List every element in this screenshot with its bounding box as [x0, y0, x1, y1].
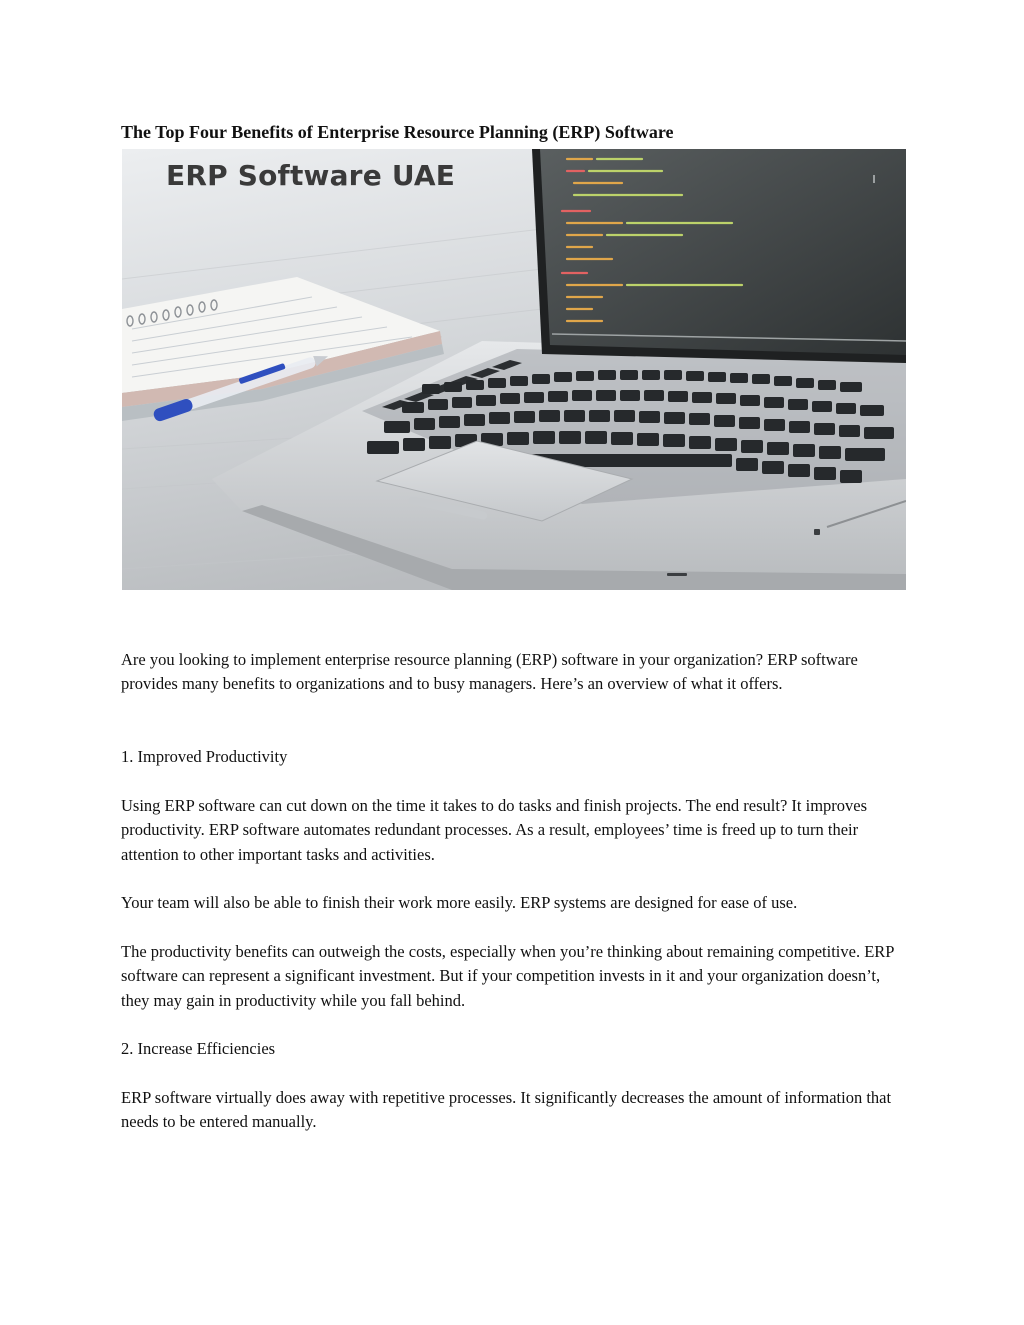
- section-heading-productivity: 1. Improved Productivity: [121, 747, 288, 766]
- section-heading-efficiencies: 2. Increase Efficiencies: [121, 1039, 276, 1058]
- paragraph-productivity-3: The productivity benefits can outweigh the costs, especially when you’re thinking about remaining competitive. ERP software can represent a significant investment. But if your competition invests in it and your organization doesn’t, they may gain in productivity while you fall behind.: [121, 942, 894, 1010]
- laptop-notebook-photo-icon: [122, 149, 906, 590]
- paragraph-efficiencies-1: ERP software virtually does away with repetitive processes. It significantly decreases the amount of information that needs to be entered manually.: [121, 1088, 892, 1132]
- paragraph-productivity-2: Your team will also be able to finish their work more easily. ERP systems are designed for ease of use.: [121, 893, 798, 912]
- document-title: The Top Four Benefits of Enterprise Resource Planning (ERP) Software: [121, 122, 674, 142]
- hero-image: [122, 149, 906, 590]
- intro-paragraph: Are you looking to implement enterprise resource planning (ERP) software in your organization? ERP software provides many benefits to organizations and to busy managers. Here’s an overview of what it offers.: [121, 650, 858, 694]
- paragraph-productivity-1: Using ERP software can cut down on the time it takes to do tasks and finish projects. The end result? It improves productivity. ERP software automates redundant processes. As a result, employees’ time is freed up to turn their attention to other important tasks and activities.: [121, 796, 868, 864]
- hero-caption: ERP Software UAE: [166, 159, 456, 192]
